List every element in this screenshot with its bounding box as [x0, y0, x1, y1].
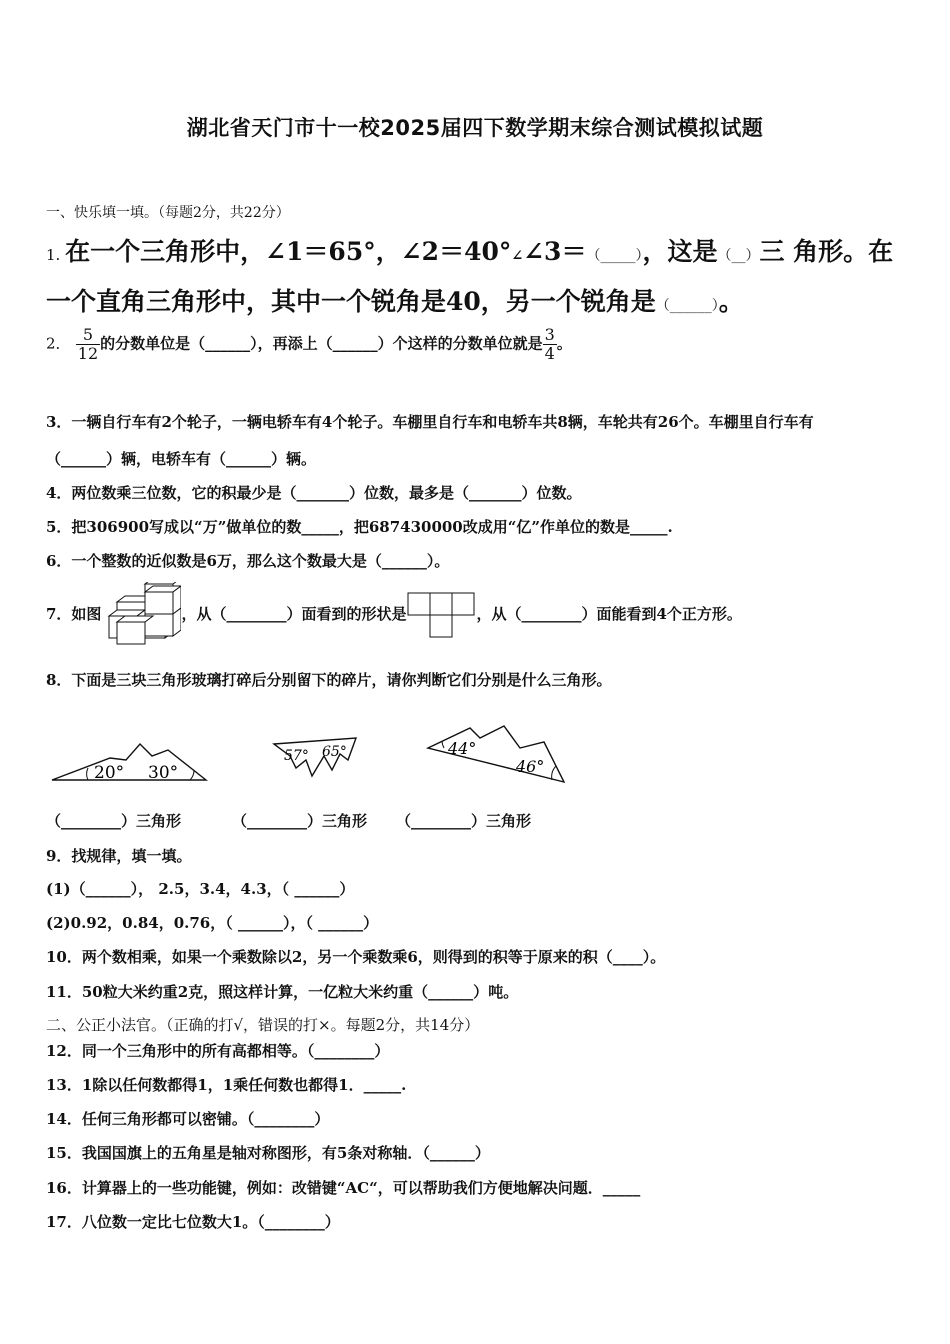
question-9-part-2: (2)0.92，0.84，0.76，（ ______），（ ______） — [46, 914, 379, 932]
question-12: 12．同一个三角形中的所有高都相等。（________） — [46, 1042, 390, 1060]
question-1-line-2 — [46, 282, 744, 318]
question-1-text-c: ，这是 — [642, 237, 718, 266]
question-9-part-1: (1)（______）， 2.5，3.4，4.3，（ ______） — [46, 880, 355, 898]
shard-1-answer[interactable]: （________）三角形 — [46, 812, 182, 830]
question-16: 16．计算器上的一些功能键，例如：改错键“AC“，可以帮助我们方便地解决问题．_____ — [46, 1179, 641, 1197]
fraction-3-4 — [543, 326, 557, 363]
question-17: 17．八位数一定比七位数大1。（________） — [46, 1213, 340, 1231]
question-6: 6．一个整数的近似数是6万，那么这个数最大是（______）。 — [46, 552, 450, 570]
shard-2-answer[interactable]: （________）三角形 — [232, 812, 368, 830]
question-2-end: 。 — [556, 334, 572, 353]
question-1-blank-2[interactable]: （__） — [717, 248, 760, 264]
shard-3-angle-b: 46° — [516, 757, 545, 776]
question-3-line-2: （______）辆，电轿车有（______）辆。 — [46, 450, 317, 468]
question-1-blank-1[interactable]: （_____） — [586, 248, 643, 264]
fraction-2-numerator: 3 — [544, 325, 555, 344]
fraction-5-12 — [76, 326, 100, 363]
question-7-text-b: ，从（________）面看到的形状是 — [181, 605, 407, 623]
shard-2 — [270, 734, 362, 784]
fraction-2-denominator: 4 — [544, 344, 555, 363]
question-2 — [46, 326, 572, 363]
shard-2-angle-a: 57° — [284, 748, 309, 764]
question-7 — [46, 580, 742, 648]
front-view-shape — [406, 591, 476, 639]
question-1-text-e: 一个直角三角形中，其中一个锐角是40，另一个锐角是 — [46, 287, 656, 316]
question-11: 11．50粒大米约重2克，照这样计算，一亿粒大米约重（______）吨。 — [46, 983, 519, 1001]
question-13: 13．1除以任何数都得1，1乘任何数也都得1．_____. — [46, 1076, 407, 1094]
question-1-text-b: ∠3＝ — [523, 237, 587, 266]
shard-1-angle-b: 30° — [148, 763, 179, 783]
question-14: 14．任何三角形都可以密铺。（________） — [46, 1110, 330, 1128]
shard-1-angle-a: 20° — [94, 763, 125, 783]
question-1-end: 。 — [718, 287, 744, 316]
shard-3 — [424, 722, 570, 788]
question-1-text-a: 在一个三角形中，∠1＝65°，∠2＝40° — [65, 237, 512, 266]
page-title: 湖北省天门市十一校2025届四下数学期末综合测试模拟试题 — [186, 116, 764, 140]
question-7-text-a: 7．如图 — [46, 605, 102, 623]
question-4: 4．两位数乘三位数，它的积最少是（_______）位数，最多是（_______）位数。 — [46, 484, 582, 502]
question-1-number: 1. — [46, 246, 61, 264]
fraction-1-numerator: 5 — [76, 326, 100, 345]
fraction-1-denominator: 12 — [77, 344, 99, 363]
question-5: 5．把306900写成以“万”做单位的数_____，把687430000改成用“亿”作单位的数是_____. — [46, 518, 673, 536]
question-9: 9．找规律，填一填。 — [46, 847, 192, 865]
question-2-text: 的分数单位是（______），再添上（______）个这样的分数单位就是 — [100, 334, 543, 353]
cube-stack-figure — [101, 582, 181, 648]
section-1-heading: 一、快乐填一填。（每题2分，共22分） — [46, 205, 290, 221]
question-3-line-1: 3．一辆自行车有2个轮子，一辆电轿车有4个轮子。车棚里自行车和电轿车共8辆，车轮共有26个。车棚里自行车有 — [46, 413, 814, 431]
question-2-number: 2． — [46, 334, 71, 353]
question-8: 8．下面是三块三角形玻璃打碎后分别留下的碎片，请你判断它们分别是什么三角形。 — [46, 671, 612, 689]
question-1-line-1: 1. 在一个三角形中，∠1＝65°，∠2＝40°∠∠3＝（_____），这是（__）三 角形。在 — [46, 237, 894, 266]
section-2-heading: 二、公正小法官。（正确的打√，错误的打×。每题2分，共14分） — [46, 1016, 480, 1034]
question-1-text-d: 三 角形。在 — [759, 237, 894, 266]
question-10: 10．两个数相乘，如果一个乘数除以2，另一个乘数乘6，则得到的积等于原来的积（____）。 — [46, 948, 666, 966]
question-7-text-c: ，从（________）面能看到4个正方形。 — [476, 605, 742, 623]
shard-3-angle-a: 44° — [448, 739, 477, 758]
shard-1 — [48, 738, 212, 786]
question-15: 15．我国国旗上的五角星是轴对称图形，有5条对称轴．（______） — [46, 1144, 490, 1162]
shard-3-answer[interactable]: （________）三角形 — [396, 812, 532, 830]
shard-2-angle-b: 65° — [322, 744, 347, 760]
question-1-blank-3[interactable]: （______） — [655, 298, 719, 314]
